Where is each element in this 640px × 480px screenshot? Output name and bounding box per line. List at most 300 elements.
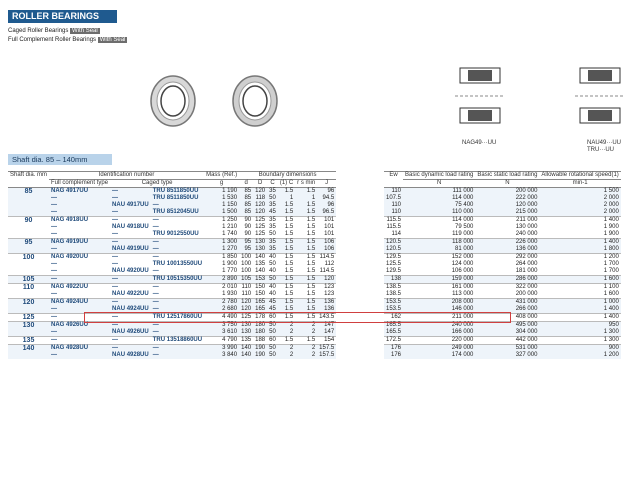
cell-caged1: — [112, 231, 119, 237]
cell-stat: 120 000 [475, 202, 539, 209]
cell-dyn: 174 000 [403, 352, 475, 359]
cell-C: 40 [269, 291, 276, 297]
shaft-range-label: Shaft dia. 85 – 140mm [8, 154, 112, 165]
cell-caged1: — [110, 276, 151, 284]
cell-shaft [8, 261, 49, 268]
cell-J: 123 [317, 284, 336, 292]
cell-full: — [49, 352, 110, 359]
cell-speed: 1 600 [603, 291, 619, 297]
cell-C1: 2 [278, 329, 295, 337]
cell-caged2: TRU 8511850UU [151, 188, 204, 196]
cell-caged1: NAU 4919UU [112, 246, 149, 252]
header-speed: Allowable rotational speed(1) [541, 172, 619, 178]
cell-D: 190 [255, 352, 266, 358]
cell-speed: 1 200 [539, 352, 620, 359]
cell-Ew: 120.5 [386, 239, 402, 245]
cell-J: 114.5 [317, 254, 336, 262]
cell-full: — [51, 231, 58, 237]
cell-J: 106 [317, 246, 336, 254]
cell-d: 100 [241, 254, 252, 260]
cell-dyn: 146 000 [403, 306, 475, 314]
cell-caged1: — [110, 209, 151, 217]
cell-mass: 3 610 [204, 329, 239, 337]
cell-caged2: TRU 10515350UU [152, 276, 203, 282]
cell-caged2: — [151, 299, 204, 307]
cell-Ew: 107.5 [386, 195, 402, 201]
cell-rsmin: 1.5 [295, 188, 317, 196]
cell-caged1: NAU 4924UU [112, 306, 149, 312]
cell-C: 45 [269, 209, 276, 215]
cell-caged2: — [152, 268, 159, 274]
cell-C1: 1.5 [278, 246, 295, 254]
cell-C: 60 [269, 314, 276, 320]
cell-D: 165 [255, 306, 266, 312]
cell-stat: 408 000 [475, 314, 539, 322]
cell-stat: 136 000 [475, 246, 539, 254]
cell-rsmin: 1.5 [295, 209, 317, 217]
cell-caged1: — [110, 188, 151, 196]
cell-Ew: 153.5 [386, 299, 402, 305]
caption-nag: NAG49···UU [462, 140, 497, 146]
cell-caged2: TRU 13518860UU [152, 337, 203, 343]
cell-C: 35 [269, 217, 276, 223]
table-row [8, 299, 336, 307]
cell-J: 147 [317, 329, 336, 337]
cell-C: 45 [269, 306, 276, 312]
cell-J: 114.5 [319, 268, 335, 274]
cell-J: 136 [317, 306, 336, 314]
cell-caged2: — [151, 254, 204, 262]
cell-shaft: 120 [8, 299, 49, 307]
cell-D: 125 [255, 224, 266, 230]
cell-Ew: 153.5 [386, 306, 402, 312]
cell-stat: 531 000 [475, 345, 539, 353]
cell-mass: 1 300 [204, 239, 239, 247]
subtitle-caged: Caged Roller Bearings With Seal [8, 28, 98, 34]
cell-shaft: 85 [8, 188, 49, 196]
cell-dyn: 106 000 [451, 268, 474, 274]
cell-J: 143.5 [319, 314, 335, 320]
table-row [8, 268, 336, 276]
table-row [384, 268, 621, 276]
cell-D: 140 [255, 254, 266, 260]
cell-C: 40 [269, 284, 276, 290]
cell-speed: 1 300 [539, 337, 620, 345]
cell-full: — [49, 306, 110, 314]
cell-caged1: — [110, 284, 151, 292]
table-row [8, 261, 336, 268]
cell-Ew: 110 [384, 202, 403, 209]
cell-d: 135 [241, 337, 252, 343]
cell-full: — [51, 224, 58, 230]
cell-Ew: 114 [391, 231, 402, 237]
cell-shaft [8, 202, 49, 209]
cell-d: 90 [239, 217, 253, 225]
cell-d: 110 [239, 284, 253, 292]
table-row [384, 217, 621, 225]
cell-dyn: 79 500 [455, 224, 474, 230]
cell-full: — [49, 209, 110, 217]
cell-stat: 130 000 [515, 224, 538, 230]
cell-d: 140 [241, 345, 252, 351]
cell-speed: 1 600 [539, 276, 620, 284]
cell-D: 120 [255, 188, 266, 194]
cell-speed: 2 000 [539, 209, 620, 217]
dimension-table [8, 171, 336, 359]
cell-dyn: 208 000 [403, 299, 475, 307]
cell-stat: 304 000 [475, 329, 539, 337]
cell-caged1: NAU 4917UU [112, 202, 149, 208]
cell-caged1: — [110, 239, 151, 247]
cell-dyn: 118 000 [403, 239, 475, 247]
cell-caged2: — [151, 306, 204, 314]
cell-rsmin: 1.5 [295, 246, 317, 254]
cell-caged1: — [110, 254, 151, 262]
cell-caged1: — [110, 217, 151, 225]
cell-rsmin: 1.5 [306, 268, 316, 274]
cross-section-diagram-nau [570, 48, 630, 138]
bearing-image-1 [148, 74, 198, 128]
table-row [8, 291, 336, 299]
cell-D: 140 [255, 268, 266, 274]
cell-d: 90 [244, 224, 252, 230]
cell-rsmin: 1.5 [295, 239, 317, 247]
cell-dyn: 211 000 [403, 314, 475, 322]
cell-stat: 266 000 [475, 306, 539, 314]
cell-d: 100 [241, 261, 252, 267]
cell-full: — [51, 291, 58, 297]
header-d: d [239, 180, 253, 188]
cell-caged2: TRU 8512045UU [151, 209, 204, 217]
cell-stat: 240 000 [515, 231, 538, 237]
cell-d: 120 [241, 299, 252, 305]
cell-full: NAG 4917UU [49, 188, 110, 196]
cell-C: 35 [269, 224, 276, 230]
cell-rsmin: 1.5 [295, 299, 317, 307]
cell-caged2: — [151, 352, 204, 359]
cell-speed: 1 400 [539, 314, 620, 322]
cell-full: — [49, 314, 110, 322]
cell-J: 96 [317, 188, 336, 196]
table-row [8, 231, 336, 239]
cell-caged1: — [110, 195, 151, 202]
cell-mass: 1 250 [204, 217, 239, 225]
cell-stat: 226 000 [475, 239, 539, 247]
cell-speed: 1 500 [539, 188, 620, 196]
table-row [8, 345, 336, 353]
cell-shaft [8, 209, 49, 217]
cell-Ew: 125.5 [386, 261, 402, 267]
cell-shaft [8, 224, 49, 231]
cell-shaft [8, 291, 49, 299]
cell-mass: 4 490 [204, 314, 239, 322]
table-row [384, 276, 621, 284]
cell-rsmin: 1.5 [295, 202, 317, 209]
cell-speed: 1 300 [539, 329, 620, 337]
cell-C: 50 [269, 322, 276, 328]
cell-speed: 900 [539, 345, 620, 353]
cell-speed: 1 000 [539, 299, 620, 307]
table-row [384, 209, 621, 217]
cell-caged1: — [110, 299, 151, 307]
cell-C1: 1.5 [284, 224, 294, 230]
cell-full: NAG 4928UU [49, 345, 110, 353]
cell-caged2: — [151, 322, 204, 330]
cell-D: 130 [255, 246, 266, 252]
cell-dyn: 110 000 [403, 209, 475, 217]
cell-shaft: 100 [8, 254, 49, 262]
table-row [8, 202, 336, 209]
cell-dyn: 240 000 [403, 322, 475, 330]
cell-full: NAG 4926UU [49, 322, 110, 330]
cell-rsmin: 1.5 [295, 254, 317, 262]
table-row [8, 254, 336, 262]
cell-full: NAG 4920UU [49, 254, 110, 262]
cell-dyn: 113 000 [452, 291, 474, 297]
cell-Ew: 176 [384, 345, 403, 353]
cell-shaft [8, 306, 49, 314]
cell-J: 120 [317, 276, 336, 284]
cell-caged2: — [151, 345, 204, 353]
cell-D: 190 [255, 345, 266, 351]
cell-Ew: 129.5 [386, 268, 402, 274]
cell-mass: 1 270 [204, 246, 239, 254]
cell-D: 180 [255, 322, 266, 328]
cell-C: 60 [269, 337, 276, 343]
cell-rsmin: 2 [295, 352, 317, 359]
cell-stat: 200 000 [515, 291, 538, 297]
cell-C1: 1.5 [278, 239, 295, 247]
cell-rsmin: 1.5 [306, 291, 316, 297]
header-boundary: Boundary dimensions [239, 172, 336, 180]
cell-d: 105 [241, 276, 252, 282]
highlight-row-nau4920 [84, 312, 511, 323]
cell-dyn: 159 000 [403, 276, 475, 284]
table-row [384, 246, 621, 254]
caption-nau: NAU49···UU [587, 140, 622, 146]
cell-C1: 2 [278, 322, 295, 330]
cell-full: — [49, 246, 110, 254]
cell-C: 40 [269, 254, 276, 260]
cell-C: 35 [269, 188, 276, 194]
header-C1: (1) C [279, 180, 294, 186]
cell-Ew: 115.5 [384, 217, 403, 225]
cell-C: 35 [269, 202, 276, 208]
header-stat: Basic static load rating [477, 172, 538, 178]
cell-D: 188 [255, 337, 266, 343]
header-ident: Identification number [49, 172, 204, 180]
cell-d: 90 [244, 231, 252, 237]
cell-J: 106 [317, 239, 336, 247]
cell-Ew: 138.5 [386, 291, 402, 297]
cell-mass: 1 770 [222, 268, 238, 274]
bearing-image-2 [230, 74, 280, 128]
cell-full: — [49, 195, 110, 202]
cell-speed: 950 [539, 322, 620, 330]
cell-rsmin: 1 [295, 195, 317, 202]
cell-caged2: TRU 9012550UU [152, 231, 199, 237]
table-row [8, 224, 336, 231]
cell-Ew: 162 [384, 314, 403, 322]
table-row [8, 239, 336, 247]
cell-caged2: — [152, 224, 159, 230]
cell-caged1: — [112, 261, 119, 267]
cell-C1: 1.5 [278, 299, 295, 307]
cell-shaft [8, 352, 49, 359]
cell-D: 120 [255, 209, 266, 215]
cell-speed: 1 700 [603, 261, 619, 267]
table-row [8, 217, 336, 225]
cell-C1: 1.5 [278, 314, 295, 322]
cell-stat: 200 000 [475, 188, 539, 196]
cell-D: 150 [255, 284, 266, 290]
cell-full: — [49, 276, 110, 284]
cell-caged2: — [151, 284, 204, 292]
cell-d: 85 [239, 209, 253, 217]
table-row [8, 195, 336, 202]
cell-mass: 3 840 [204, 352, 239, 359]
cell-stat: 327 000 [475, 352, 539, 359]
cell-caged1: NAU 4918UU [112, 224, 149, 230]
cell-D: 180 [255, 329, 266, 335]
header-dyn: Basic dynamic load rating [405, 172, 474, 178]
cell-caged2: — [151, 239, 204, 247]
cell-J: 94.5 [317, 195, 336, 202]
header-shaft: Shaft dia. mm [8, 172, 49, 188]
cell-C1: 1.5 [278, 209, 295, 217]
cell-full: NAG 4918UU [49, 217, 110, 225]
cell-stat: 264 000 [515, 261, 538, 267]
cell-rsmin: 1.5 [306, 261, 316, 267]
table-row [8, 337, 336, 345]
cell-mass: 2 890 [204, 276, 239, 284]
cell-C1: 1.5 [284, 268, 294, 274]
header-J: J [317, 180, 336, 188]
cell-full: — [49, 329, 110, 337]
table-row [8, 246, 336, 254]
cell-caged1: NAU 4928UU [112, 352, 149, 358]
cell-caged1: — [110, 337, 151, 345]
table-row [384, 329, 621, 337]
cell-mass: 2 680 [204, 306, 239, 314]
cell-Ew: 165.5 [386, 329, 402, 335]
table-row [384, 284, 621, 292]
table-row [384, 224, 621, 231]
cell-full: NAG 4919UU [49, 239, 110, 247]
cell-d: 100 [241, 268, 252, 274]
cell-rsmin: 1.5 [295, 314, 317, 322]
table-row [384, 195, 621, 202]
cell-speed: 2 000 [539, 202, 620, 209]
cell-J: 101 [317, 217, 336, 225]
cell-caged1: — [110, 314, 151, 322]
cell-stat: 495 000 [475, 322, 539, 330]
cell-C: 50 [269, 261, 276, 267]
cell-dyn: 119 000 [452, 231, 474, 237]
table-row [384, 345, 621, 353]
cell-shaft [8, 329, 49, 337]
cell-C1: 2 [278, 352, 295, 359]
cell-d: 140 [241, 352, 252, 358]
header-ew: Ew [384, 172, 403, 188]
cell-shaft: 125 [8, 314, 49, 322]
cell-C: 50 [269, 276, 276, 282]
cell-speed: 1 900 [603, 231, 619, 237]
cell-d: 85 [239, 195, 253, 202]
cell-mass: 1 930 [222, 291, 238, 297]
cell-shaft: 135 [8, 337, 49, 345]
table-row [384, 352, 621, 359]
cell-Ew: 172.5 [386, 337, 402, 343]
cell-full: — [51, 268, 58, 274]
cell-shaft [8, 195, 49, 202]
cell-speed: 1 800 [539, 246, 620, 254]
header-C: C [267, 180, 278, 188]
cell-rsmin: 1.5 [295, 337, 317, 345]
cell-mass: 1 850 [204, 254, 239, 262]
cell-C1: 1.5 [278, 202, 295, 209]
cell-rsmin: 2 [295, 345, 317, 353]
cell-mass: 1 530 [204, 195, 239, 202]
cell-full: NAG 4924UU [49, 299, 110, 307]
cell-speed: 1 700 [603, 268, 619, 274]
cell-Ew: 129.5 [386, 254, 402, 260]
table-row [8, 188, 336, 196]
cell-full: — [49, 202, 110, 209]
cell-rsmin: 1.5 [295, 284, 317, 292]
cell-stat: 286 000 [475, 276, 539, 284]
header-speed-unit: min-1 [539, 180, 620, 188]
cell-caged2: — [152, 291, 159, 297]
cell-stat: 211 000 [475, 217, 539, 225]
header-mass: Mass (Ref.) [206, 172, 238, 178]
cell-d: 110 [241, 291, 252, 297]
cell-caged2: TRU 10013550UU [152, 261, 203, 267]
table-row [384, 254, 621, 262]
cell-dyn: 75 400 [403, 202, 475, 209]
cell-mass: 1 150 [204, 202, 239, 209]
cell-Ew: 138.5 [386, 284, 402, 290]
table-row [8, 209, 336, 217]
cell-dyn: 220 000 [403, 337, 475, 345]
cell-D: 125 [255, 231, 266, 237]
cell-speed: 1 900 [603, 224, 619, 230]
cell-C: 35 [269, 246, 276, 252]
cell-D: 150 [255, 291, 266, 297]
cell-J: 101 [324, 231, 335, 237]
cell-C: 35 [269, 239, 276, 245]
cell-d: 130 [241, 329, 252, 335]
cell-J: 123 [324, 291, 335, 297]
table-row [8, 276, 336, 284]
cell-Ew: 176 [384, 352, 403, 359]
header-D: D [253, 180, 267, 188]
cell-Ew: 138 [384, 276, 403, 284]
cell-speed: 1 200 [539, 254, 620, 262]
table-row [384, 202, 621, 209]
cell-C: 50 [269, 345, 276, 351]
cell-speed: 2 000 [539, 195, 620, 202]
cell-caged1: NAU 4926UU [112, 329, 149, 335]
cell-Ew: 115.5 [386, 224, 402, 230]
cell-mass: 1 190 [204, 188, 239, 196]
table-row [8, 352, 336, 359]
cell-dyn: 249 000 [403, 345, 475, 353]
cell-caged1: — [110, 322, 151, 330]
cell-mass: 1 740 [222, 231, 238, 237]
header-caged: Caged type [110, 180, 204, 188]
cell-rsmin: 1.5 [295, 276, 317, 284]
